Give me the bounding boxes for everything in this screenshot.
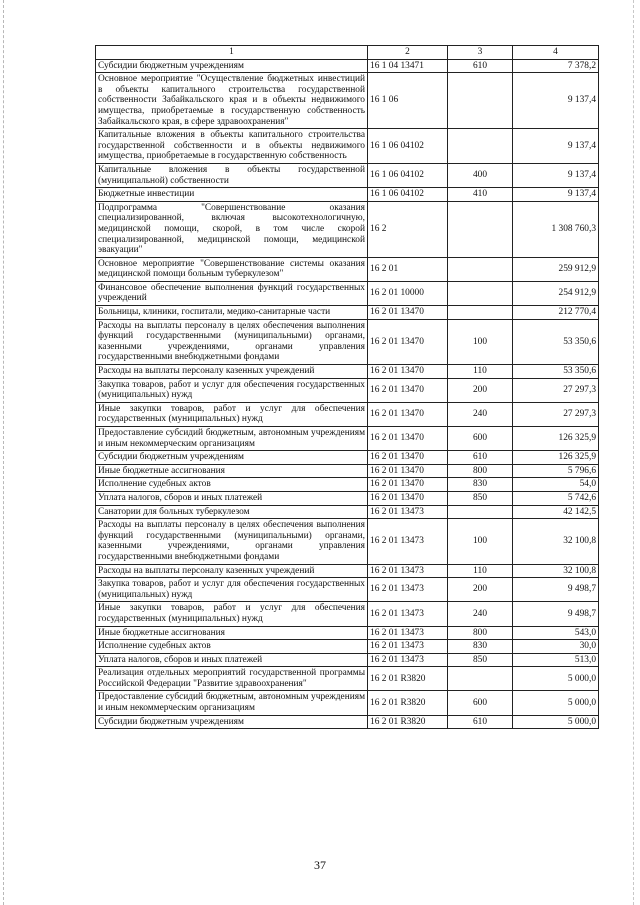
- cell-code: 16 2 01 13470: [368, 464, 448, 478]
- budget-table: [95, 45, 599, 729]
- cell-code: 16 2 01 13470: [368, 365, 448, 379]
- cell-type: [448, 667, 513, 691]
- cell-name: Санатории для больных туберкулезом: [96, 505, 368, 519]
- cell-sum: 259 912,9: [513, 257, 599, 281]
- cell-code: 16 2 01: [368, 257, 448, 281]
- cell-name: Уплата налогов, сборов и иных платежей: [96, 491, 368, 505]
- cell-code: 16 2 01 13470: [368, 378, 448, 402]
- table-row: [96, 640, 599, 654]
- table-row: [96, 402, 599, 426]
- cell-type: 200: [448, 378, 513, 402]
- cell-name: Иные закупки товаров, работ и услуг для обеспечения государственных (муниципальных) нужд: [96, 602, 368, 626]
- cell-code: 16 2 01 13473: [368, 602, 448, 626]
- cell-sum: 32 100,8: [513, 519, 599, 564]
- cell-type: [448, 257, 513, 281]
- cell-name: Расходы на выплаты персоналу казенных учреждений: [96, 564, 368, 578]
- cell-sum: 27 297,3: [513, 378, 599, 402]
- cell-code: 16 2 01 13470: [368, 427, 448, 451]
- cell-code: 16 2 01 R3820: [368, 715, 448, 729]
- table-row: [96, 188, 599, 202]
- cell-name: Финансовое обеспечение выполнения функций государственных учреждений: [96, 281, 368, 305]
- cell-type: 110: [448, 365, 513, 379]
- column-header-sum: 4: [513, 46, 599, 60]
- cell-name: Бюджетные инвестиции: [96, 188, 368, 202]
- cell-code: 16 2 01 10000: [368, 281, 448, 305]
- table-row: [96, 59, 599, 73]
- cell-sum: 53 350,6: [513, 365, 599, 379]
- cell-type: 200: [448, 578, 513, 602]
- cell-code: 16 2 01 13470: [368, 319, 448, 364]
- cell-name: Подпрограмма "Совершенствование оказания специализированной, включая высокотехнологичную, медицинской помощи, скорой, в том числе скорой специализированной, медицинской помощи, медицинской эвакуации": [96, 201, 368, 257]
- cell-sum: 32 100,8: [513, 564, 599, 578]
- table-row: [96, 73, 599, 129]
- cell-type: 610: [448, 59, 513, 73]
- table-row: [96, 464, 599, 478]
- cell-type: 240: [448, 402, 513, 426]
- table-row: [96, 163, 599, 187]
- cell-name: Уплата налогов, сборов и иных платежей: [96, 653, 368, 667]
- table-row: [96, 451, 599, 465]
- table-row: [96, 578, 599, 602]
- cell-name: Закупка товаров, работ и услуг для обеспечения государственных (муниципальных) нужд: [96, 378, 368, 402]
- table-row: [96, 281, 599, 305]
- cell-sum: 9 137,4: [513, 163, 599, 187]
- cell-name: Субсидии бюджетным учреждениям: [96, 451, 368, 465]
- table-row: [96, 427, 599, 451]
- cell-code: 16 2 01 13470: [368, 451, 448, 465]
- cell-name: Предоставление субсидий бюджетным, автономным учреждениям и иным некоммерческим организациям: [96, 691, 368, 715]
- cell-type: 100: [448, 519, 513, 564]
- table-row: [96, 667, 599, 691]
- table-row: [96, 478, 599, 492]
- cell-code: 16 2 01 13470: [368, 491, 448, 505]
- cell-name: Иные бюджетные ассигнования: [96, 626, 368, 640]
- cell-type: 400: [448, 163, 513, 187]
- cell-code: 16 2 01 13473: [368, 653, 448, 667]
- scan-edge-right: [633, 0, 635, 905]
- table-row: [96, 602, 599, 626]
- cell-sum: 9 498,7: [513, 578, 599, 602]
- cell-code: 16 1 06 04102: [368, 129, 448, 164]
- cell-type: [448, 201, 513, 257]
- table-row: [96, 519, 599, 564]
- cell-type: 610: [448, 451, 513, 465]
- cell-type: 800: [448, 464, 513, 478]
- cell-sum: 254 912,9: [513, 281, 599, 305]
- cell-sum: 1 308 760,3: [513, 201, 599, 257]
- cell-type: [448, 129, 513, 164]
- cell-code: 16 2 01 R3820: [368, 667, 448, 691]
- cell-code: 16 1 06: [368, 73, 448, 129]
- cell-code: 16 2 01 13473: [368, 519, 448, 564]
- table-header-row: [96, 46, 599, 60]
- cell-type: [448, 505, 513, 519]
- cell-name: Субсидии бюджетным учреждениям: [96, 59, 368, 73]
- cell-sum: 212 770,4: [513, 306, 599, 320]
- cell-name: Расходы на выплаты персоналу в целях обеспечения выполнения функций государственными (муниципальными) органами, казенными учреждениями, органами управления государственными внебюджетными фондами: [96, 319, 368, 364]
- cell-sum: 9 137,4: [513, 129, 599, 164]
- cell-name: Реализация отдельных мероприятий государственной программы Российской Федерации "Развитие здравоохранения": [96, 667, 368, 691]
- cell-name: Исполнение судебных актов: [96, 640, 368, 654]
- cell-type: 600: [448, 427, 513, 451]
- cell-name: Иные бюджетные ассигнования: [96, 464, 368, 478]
- table-row: [96, 505, 599, 519]
- table-row: [96, 491, 599, 505]
- cell-sum: 5 000,0: [513, 715, 599, 729]
- cell-name: Основное мероприятие "Осуществление бюджетных инвестиций в объекты капитального строительства государственной собственности Забайкальского края и в объекты недвижимого имущества, приобретаемые в государственную собственность Забайкальского края, в сфере здравоохранения": [96, 73, 368, 129]
- cell-type: 610: [448, 715, 513, 729]
- cell-name: Капитальные вложения в объекты государственной (муниципальной) собственности: [96, 163, 368, 187]
- cell-code: 16 2 01 13473: [368, 640, 448, 654]
- table-row: [96, 365, 599, 379]
- cell-name: Иные закупки товаров, работ и услуг для обеспечения государственных (муниципальных) нужд: [96, 402, 368, 426]
- table-row: [96, 306, 599, 320]
- cell-type: 240: [448, 602, 513, 626]
- cell-type: 850: [448, 491, 513, 505]
- cell-code: 16 2 01 13470: [368, 478, 448, 492]
- cell-name: Капитальные вложения в объекты капитального строительства государственной собственности и в объекты недвижимого имущества, приобретаемые в государственную собственность: [96, 129, 368, 164]
- cell-type: 800: [448, 626, 513, 640]
- page-number: 37: [314, 858, 326, 872]
- cell-sum: 7 378,2: [513, 59, 599, 73]
- cell-name: Субсидии бюджетным учреждениям: [96, 715, 368, 729]
- cell-code: 16 2 01 13473: [368, 626, 448, 640]
- cell-name: Расходы на выплаты персоналу в целях обеспечения выполнения функций государственными (муниципальными) органами, казенными учреждениями, органами управления государственными внебюджетными фондами: [96, 519, 368, 564]
- cell-type: 110: [448, 564, 513, 578]
- table-row: [96, 129, 599, 164]
- cell-code: 16 2 01 R3820: [368, 691, 448, 715]
- cell-type: 850: [448, 653, 513, 667]
- cell-sum: 126 325,9: [513, 427, 599, 451]
- table-row: [96, 715, 599, 729]
- cell-sum: 5 796,6: [513, 464, 599, 478]
- cell-name: Закупка товаров, работ и услуг для обеспечения государственных (муниципальных) нужд: [96, 578, 368, 602]
- cell-type: [448, 73, 513, 129]
- cell-sum: 5 742,6: [513, 491, 599, 505]
- cell-name: Расходы на выплаты персоналу казенных учреждений: [96, 365, 368, 379]
- cell-code: 16 2: [368, 201, 448, 257]
- cell-code: 16 2 01 13473: [368, 578, 448, 602]
- cell-sum: 513,0: [513, 653, 599, 667]
- table-row: [96, 653, 599, 667]
- cell-code: 16 1 06 04102: [368, 188, 448, 202]
- table-row: [96, 201, 599, 257]
- cell-code: 16 2 01 13473: [368, 564, 448, 578]
- cell-type: 100: [448, 319, 513, 364]
- cell-type: 600: [448, 691, 513, 715]
- cell-code: 16 2 01 13470: [368, 306, 448, 320]
- table-row: [96, 257, 599, 281]
- cell-sum: 54,0: [513, 478, 599, 492]
- cell-code: 16 2 01 13470: [368, 402, 448, 426]
- cell-sum: 27 297,3: [513, 402, 599, 426]
- cell-code: 16 2 01 13473: [368, 505, 448, 519]
- cell-sum: 5 000,0: [513, 667, 599, 691]
- table-row: [96, 378, 599, 402]
- cell-sum: 9 498,7: [513, 602, 599, 626]
- cell-sum: 9 137,4: [513, 188, 599, 202]
- table-row: [96, 564, 599, 578]
- column-header-type: 3: [448, 46, 513, 60]
- cell-sum: 9 137,4: [513, 73, 599, 129]
- cell-sum: 126 325,9: [513, 451, 599, 465]
- cell-type: [448, 281, 513, 305]
- cell-name: Исполнение судебных актов: [96, 478, 368, 492]
- cell-sum: 42 142,5: [513, 505, 599, 519]
- table-row: [96, 691, 599, 715]
- cell-code: 16 1 06 04102: [368, 163, 448, 187]
- scan-edge-left: [3, 0, 5, 905]
- cell-sum: 543,0: [513, 626, 599, 640]
- column-header-code: 2: [368, 46, 448, 60]
- cell-sum: 53 350,6: [513, 319, 599, 364]
- cell-type: 830: [448, 640, 513, 654]
- cell-name: Предоставление субсидий бюджетным, автономным учреждениям и иным некоммерческим организациям: [96, 427, 368, 451]
- table-row: [96, 626, 599, 640]
- cell-sum: 5 000,0: [513, 691, 599, 715]
- table-row: [96, 319, 599, 364]
- cell-type: [448, 306, 513, 320]
- table-body: [96, 59, 599, 729]
- cell-name: Больницы, клиники, госпитали, медико-санитарные части: [96, 306, 368, 320]
- cell-type: 830: [448, 478, 513, 492]
- cell-sum: 30,0: [513, 640, 599, 654]
- cell-code: 16 1 04 13471: [368, 59, 448, 73]
- cell-name: Основное мероприятие "Совершенствование системы оказания медицинской помощи больным туберкулезом": [96, 257, 368, 281]
- column-header-name: 1: [96, 46, 368, 60]
- cell-type: 410: [448, 188, 513, 202]
